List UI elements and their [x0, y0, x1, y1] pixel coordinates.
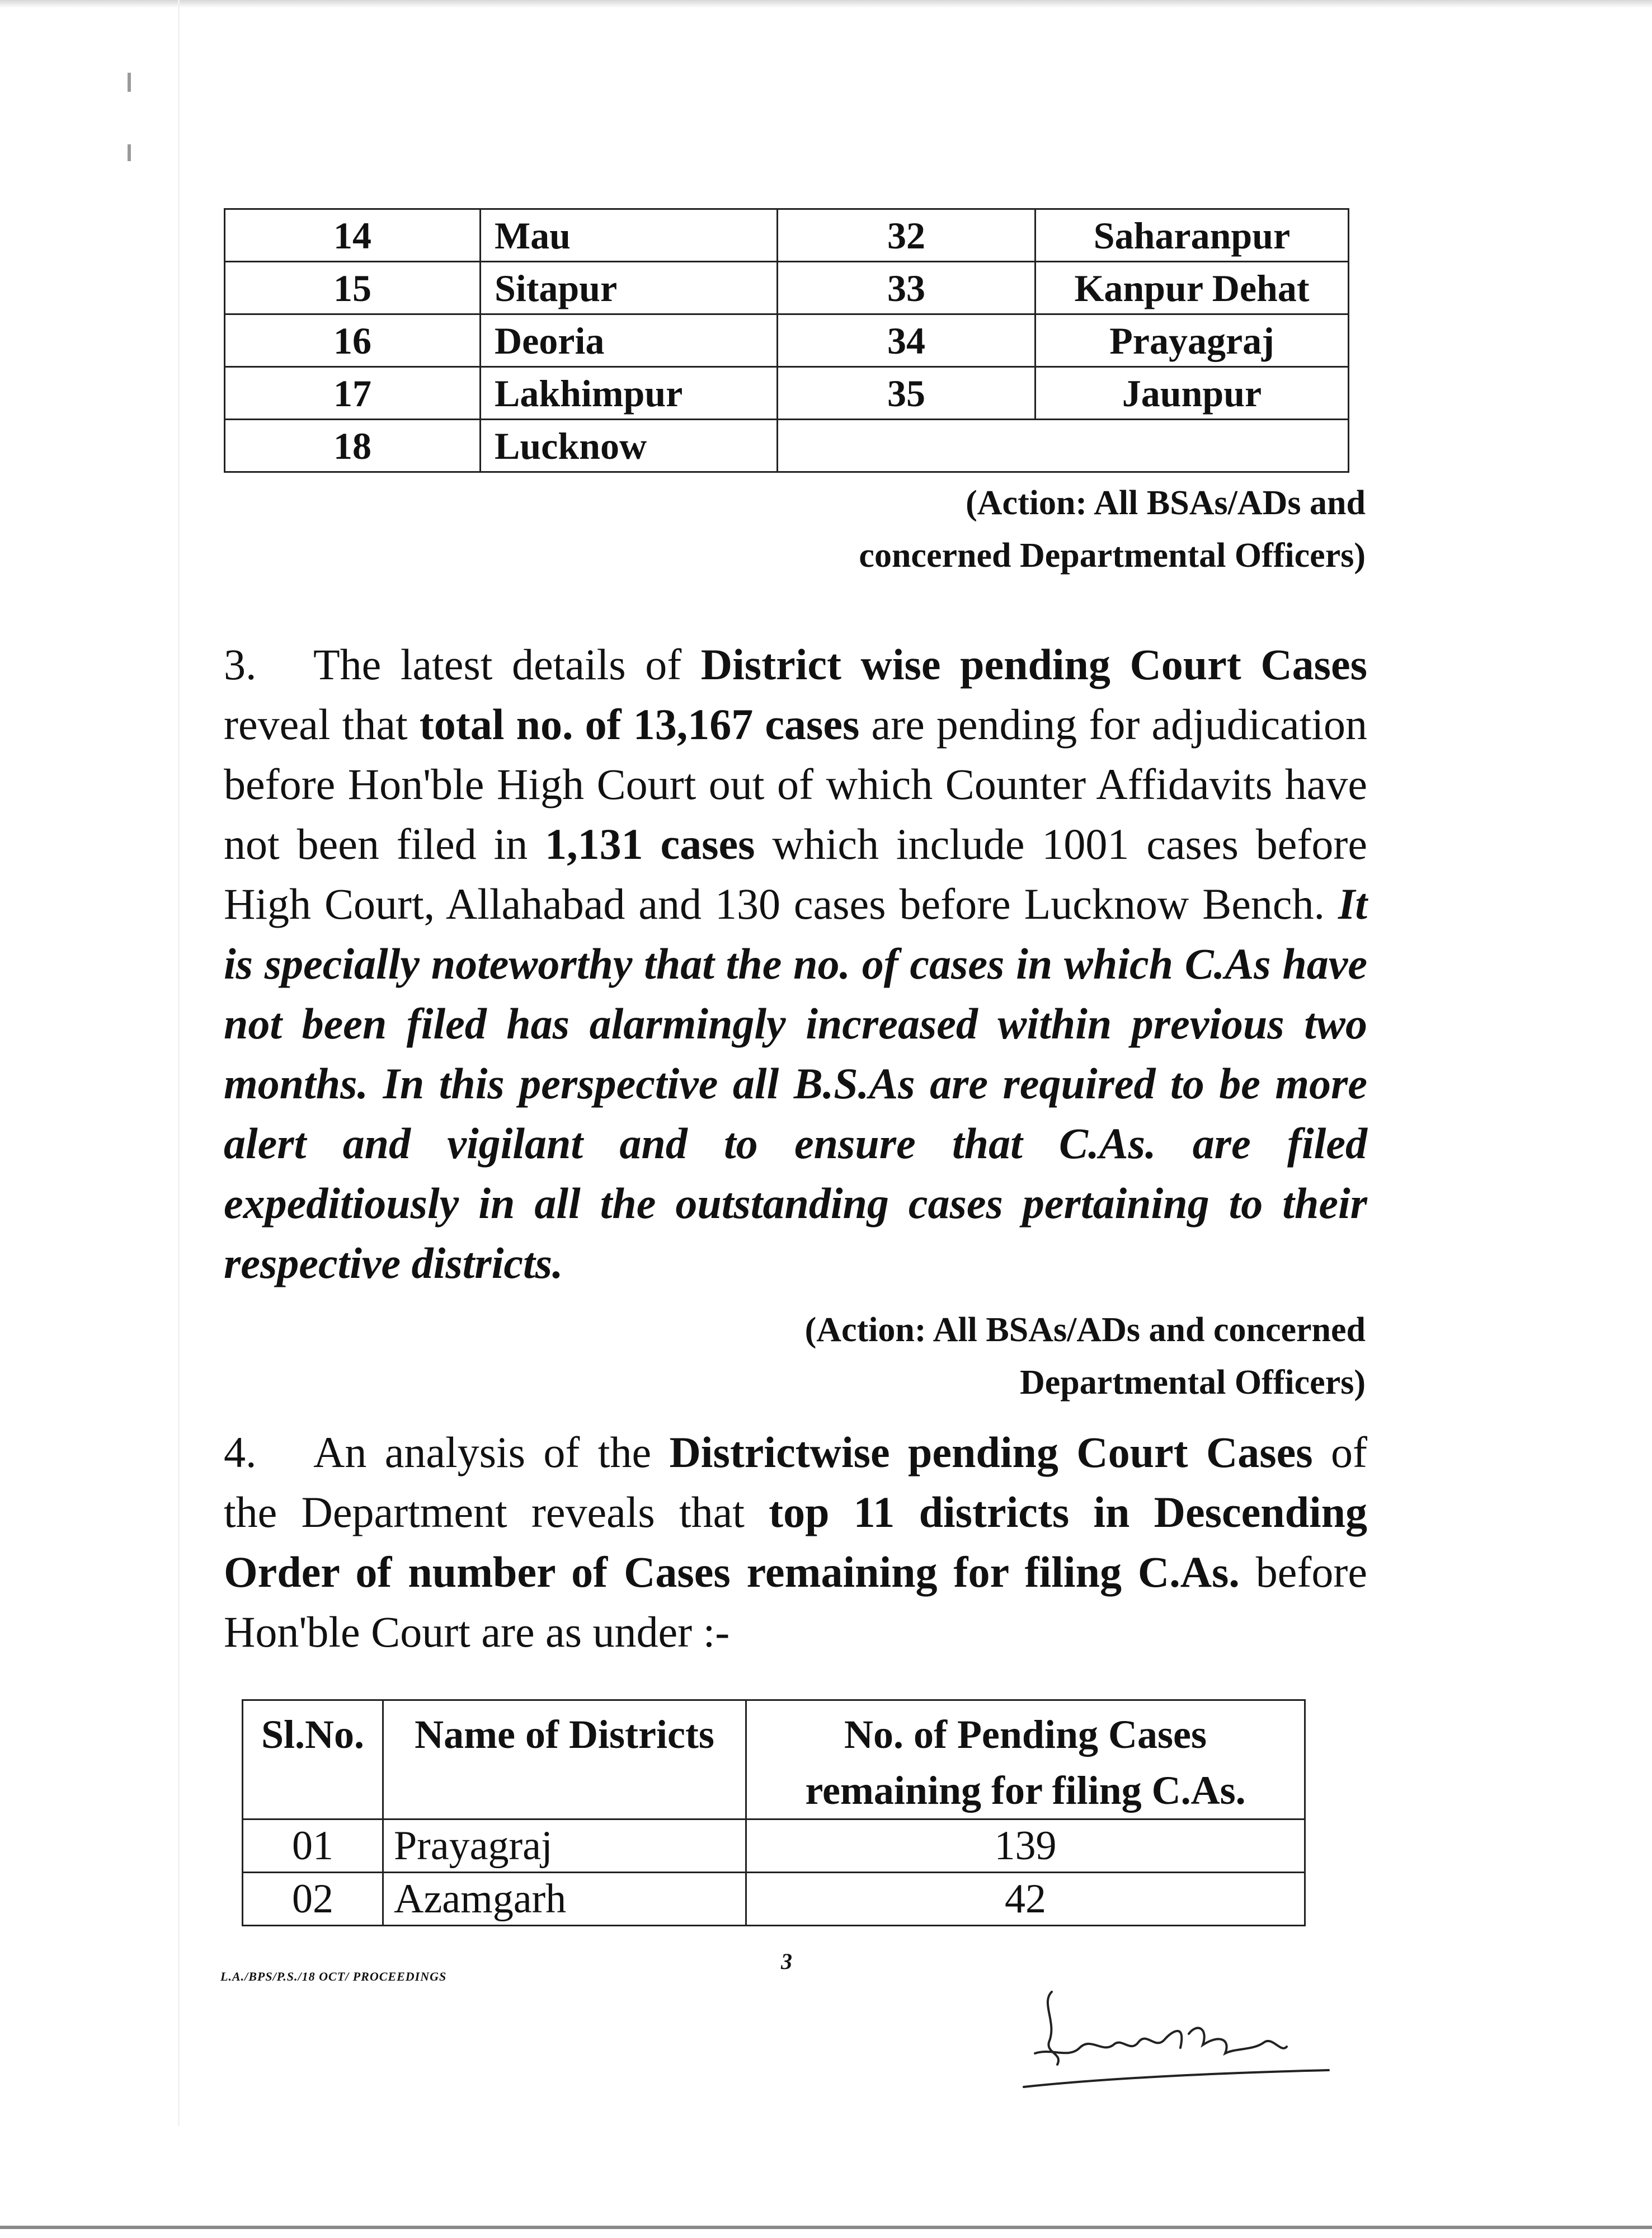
paragraph-bold: 1,131 cases: [545, 820, 755, 868]
page-number: 3: [781, 1949, 792, 1974]
paragraph-text: are pending for adjudication before Hon'ble High Court out of which Counter Affidavits have not been filed in: [224, 700, 1367, 868]
paragraph-bold: total no. of 13,167 cases: [419, 700, 860, 749]
district-number: 15: [225, 262, 481, 314]
paragraph-text: before Hon'ble Court are as under :-: [224, 1548, 1367, 1656]
district-name: Prayagraj: [383, 1819, 746, 1873]
paragraph-bold: top 11 districts in Descending Order of number of Cases remaining for filing C.As.: [224, 1488, 1367, 1596]
district-number: 14: [225, 209, 481, 262]
district-name: Sitapur: [481, 262, 778, 314]
district-name: Prayagraj: [1036, 314, 1349, 367]
action-note-line: concerned Departmental Officers): [859, 537, 1366, 575]
paragraph-text: reveal that: [224, 700, 420, 749]
district-name: Jaunpur: [1036, 367, 1349, 420]
table-header-row: [243, 1700, 1305, 1819]
district-table: [224, 208, 1349, 473]
paragraph-number: 3.: [224, 640, 257, 689]
scan-edge-left: [178, 0, 180, 2126]
punch-mark: [128, 144, 131, 161]
header-district-name: Name of Districts: [383, 1700, 746, 1819]
punch-mark: [128, 73, 131, 92]
header-line: remaining for filing C.As.: [805, 1768, 1246, 1813]
table-row: [225, 420, 1349, 472]
paragraph-3: [224, 634, 1367, 1293]
table-row: [225, 262, 1349, 314]
paragraph-text: The latest details of: [313, 640, 701, 689]
action-note-line: Departmental Officers): [1019, 1364, 1366, 1402]
action-note-line: (Action: All BSAs/ADs and: [966, 484, 1366, 522]
signature-stroke: [1035, 1992, 1287, 2065]
footer-reference: L.A./BPS/P.S./18 OCT/ PROCEEDINGS: [220, 1969, 447, 1983]
paragraph-text: which include 1001 cases before High Court, Allahabad and 130 cases before Lucknow Bench.: [224, 820, 1367, 928]
action-note-1: [859, 477, 1366, 582]
paragraph-emphasis: It is specially noteworthy that the no. of cases in which C.As have not been filed has alarmingly increased within previous two months. In this perspective all B.S.As are required to be more alert and vigilant and to ensure that C.As. are filed expeditiously in all the outstanding cases pertaining to their respective districts.: [224, 880, 1367, 1287]
header-pending-count: [746, 1700, 1305, 1819]
table-row: [243, 1819, 1305, 1873]
paragraph-4: [224, 1422, 1367, 1662]
district-number: 18: [225, 420, 481, 472]
pending-cases-table: [242, 1699, 1306, 1926]
signature: [1018, 1969, 1331, 2098]
district-number: 35: [778, 367, 1036, 420]
table-row: [243, 1873, 1305, 1926]
paragraph-bold: Districtwise pending Court Cases: [669, 1428, 1313, 1477]
action-note-line: (Action: All BSAs/ADs and concerned: [804, 1311, 1366, 1349]
signature-underline: [1024, 2070, 1329, 2087]
paragraph-bold: District wise pending Court Cases: [700, 640, 1367, 689]
paragraph-text: of the Department reveals that: [224, 1428, 1367, 1536]
action-note-2: [805, 1304, 1366, 1409]
district-number: 33: [778, 262, 1036, 314]
district-number: 32: [778, 209, 1036, 262]
district-name: Saharanpur: [1036, 209, 1349, 262]
serial-number: 01: [243, 1819, 383, 1873]
paragraph-text: An analysis of the: [313, 1428, 670, 1477]
header-sl-no: Sl.No.: [243, 1700, 383, 1819]
paragraph-number: 4.: [224, 1428, 257, 1477]
district-name: Deoria: [481, 314, 778, 367]
district-name: Lakhimpur: [481, 367, 778, 420]
empty-cell: [778, 420, 1349, 472]
scan-edge-top: [0, 0, 1652, 8]
scan-edge-bottom: [0, 2226, 1652, 2229]
table-row: [225, 367, 1349, 420]
district-number: 16: [225, 314, 481, 367]
table-row: [225, 314, 1349, 367]
header-line: No. of Pending Cases: [844, 1712, 1207, 1757]
table-row: [225, 209, 1349, 262]
district-name: Lucknow: [481, 420, 778, 472]
district-name: Kanpur Dehat: [1036, 262, 1349, 314]
pending-count: 139: [746, 1819, 1305, 1873]
district-name: Azamgarh: [383, 1873, 746, 1926]
serial-number: 02: [243, 1873, 383, 1926]
district-name: Mau: [481, 209, 778, 262]
pending-count: 42: [746, 1873, 1305, 1926]
district-number: 17: [225, 367, 481, 420]
district-number: 34: [778, 314, 1036, 367]
